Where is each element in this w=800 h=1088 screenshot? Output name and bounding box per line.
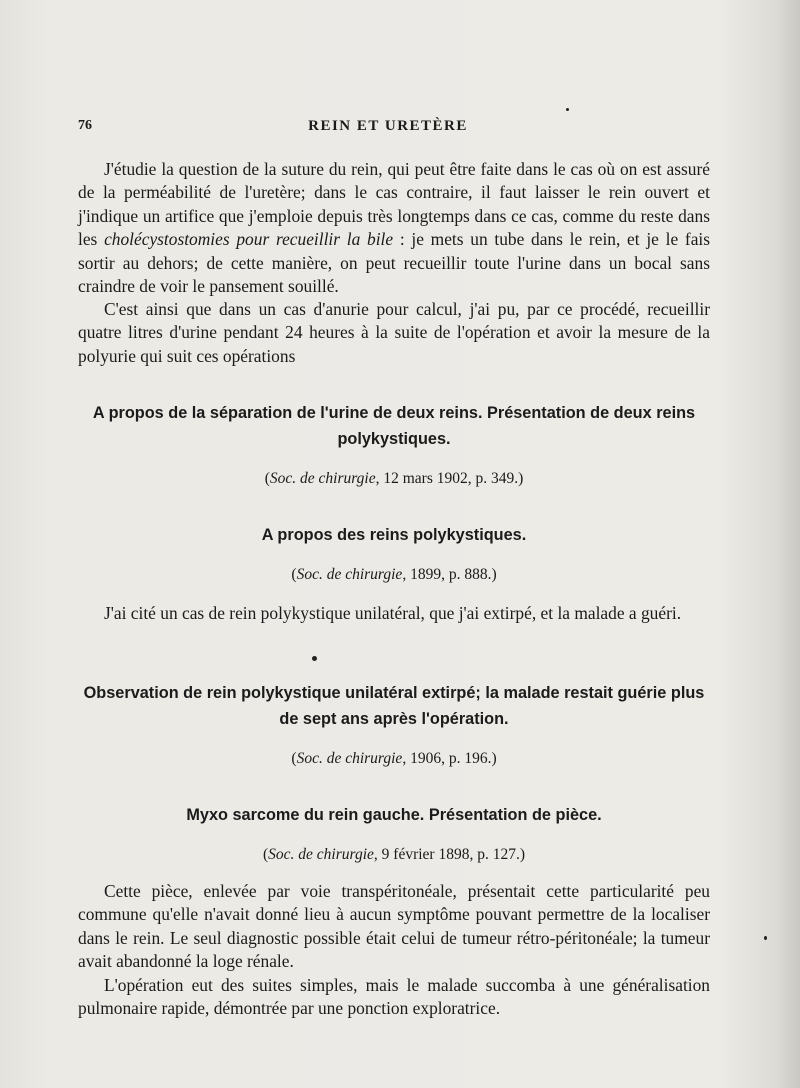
- citation-open-paren: (: [264, 470, 270, 487]
- section-2-text: J'ai cité un cas de rein polykystique unilatéral, que j'ai extirpé, et la malade a guéri.: [104, 603, 682, 623]
- page-number: 76: [78, 118, 92, 133]
- citation-open-paren: (: [262, 846, 269, 863]
- intro-text-part-1: J'étudie la question de la suture du rein, qui peut être faite dans le cas où on est assuré de la perméabilité de l'uretère; dans le cas contraire, il faut laisser le rein ouvert et j'indique un artifice que j'emploie depuis très longtemps dans ce cas, comme du reste dans les: [78, 159, 710, 250]
- intro-text-part-2: : je mets un tube dans le rein, et je le fais sortir au dehors; de cette manière, on peut recueillir toute l'urine dans un bocal sans craindre de voir le pansement souillé.: [78, 229, 711, 297]
- citation-open-paren: (: [291, 750, 297, 767]
- ink-speck: [312, 656, 317, 661]
- citation-open-paren: (: [291, 566, 297, 583]
- citation-details: , 1906, p. 196.): [402, 750, 497, 767]
- citation-journal: Soc. de chirurgie: [269, 470, 376, 487]
- intro-paragraph-1: [78, 158, 710, 298]
- ink-speck: [566, 108, 569, 111]
- intro-paragraph-2: C'est ainsi que dans un cas d'anurie pour calcul, j'ai pu, par ce procédé, recueillir quatre litres d'urine pendant 24 heures à la suite de l'opération et avoir la mesure de la polyurie qui suit ces opérations: [78, 299, 710, 366]
- ink-speck: [764, 936, 767, 940]
- section-4-citation: [78, 846, 710, 864]
- section-1-title-line-1: A propos de la séparation de l'urine de deux reins. Présentation de deux reins: [92, 404, 696, 422]
- section-4-paragraph-1: Cette pièce, enlevée par voie transpéritonéale, présentait cette particularité peu commune qu'elle n'avait donné lieu à aucun symptôme pouvant permettre de la localiser dans le rein. Le seul diagnostic possible était celui de tumeur rétro-péritonéale; la tumeur avait abandonné la loge rénale.: [78, 881, 710, 972]
- section-1-title-line-2: polykystiques.: [337, 430, 451, 448]
- citation-details: , 12 mars 1902, p. 349.): [375, 470, 524, 487]
- section-2-title: A propos des reins polykystiques.: [261, 526, 527, 544]
- section-2-citation: [78, 566, 710, 584]
- section-3-title-line-1: Observation de rein polykystique unilatéral extirpé; la malade restait guérie plus: [83, 684, 705, 702]
- section-1-citation: [78, 470, 710, 488]
- citation-details: , 9 février 1898, p. 127.): [373, 846, 525, 863]
- intro-italic-term: cholécystostomies pour recueillir la bile: [104, 229, 394, 250]
- section-4-title: Myxo sarcome du rein gauche. Présentation de pièce.: [186, 806, 602, 824]
- citation-journal: Soc. de chirurgie: [268, 846, 374, 863]
- page-header: [78, 118, 698, 138]
- citation-journal: Soc. de chirurgie: [296, 750, 403, 767]
- section-4-paragraph-2: L'opération eut des suites simples, mais le malade succomba à une généralisation pulmonaire rapide, démontrée par une ponction exploratrice.: [78, 975, 710, 1019]
- citation-details: , 1899, p. 888.): [402, 566, 497, 583]
- running-title: REIN ET URETÈRE: [308, 118, 468, 134]
- section-3-title-line-2: de sept ans après l'opération.: [279, 710, 509, 728]
- citation-journal: Soc. de chirurgie: [296, 566, 403, 583]
- section-3-citation: [78, 750, 710, 768]
